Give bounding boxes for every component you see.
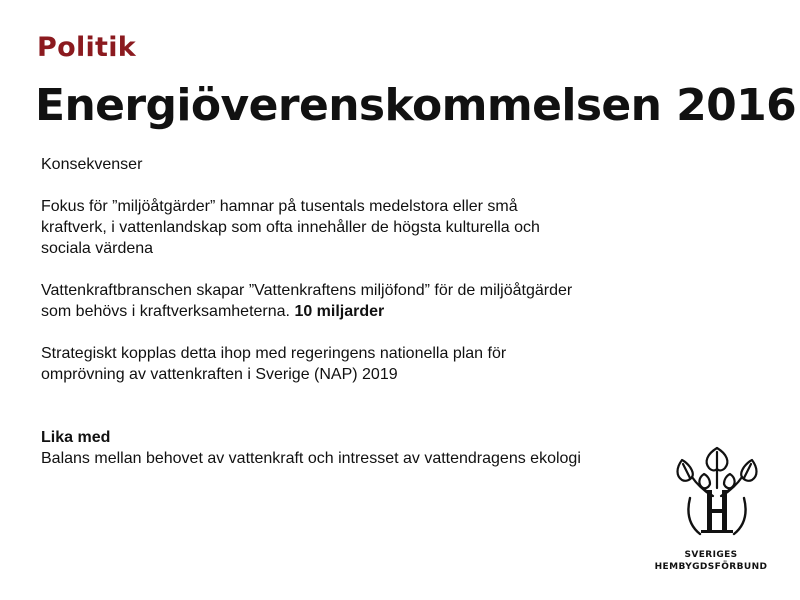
slide-content bbox=[41, 154, 681, 469]
paragraph-fund-text: Vattenkraftbranschen skapar ”Vattenkraftens miljöfond” för de miljöåtgärder som behövs i kraftverksamheterna. bbox=[41, 282, 573, 320]
paragraph-fund bbox=[41, 280, 681, 322]
fund-amount: 10 miljarder bbox=[294, 303, 385, 320]
section-heading: Konsekvenser bbox=[41, 156, 143, 173]
section-kicker: Politik bbox=[37, 32, 137, 63]
logo-wordmark bbox=[652, 549, 770, 573]
logo-line-2: HEMBYGDSFÖRBUND bbox=[654, 562, 768, 572]
logo-line-1: SVERIGES bbox=[684, 550, 738, 560]
conclusion-heading: Lika med bbox=[41, 429, 111, 446]
conclusion-text: Balans mellan behovet av vattenkraft och intresset av vattendragens ekologi bbox=[41, 450, 581, 467]
paragraph-strategy: Strategiskt kopplas detta ihop med regeringens nationella plan för omprövning av vattenkraften i Sverige (NAP) 2019 bbox=[41, 345, 507, 383]
page-title: Energiöverenskommelsen 2016 bbox=[35, 80, 797, 131]
paragraph-focus: Fokus för ”miljöåtgärder” hamnar på tusentals medelstora eller små kraftverk, i vattenlandskap som ofta innehåller de högsta kulturella och sociala värdena bbox=[41, 198, 540, 257]
